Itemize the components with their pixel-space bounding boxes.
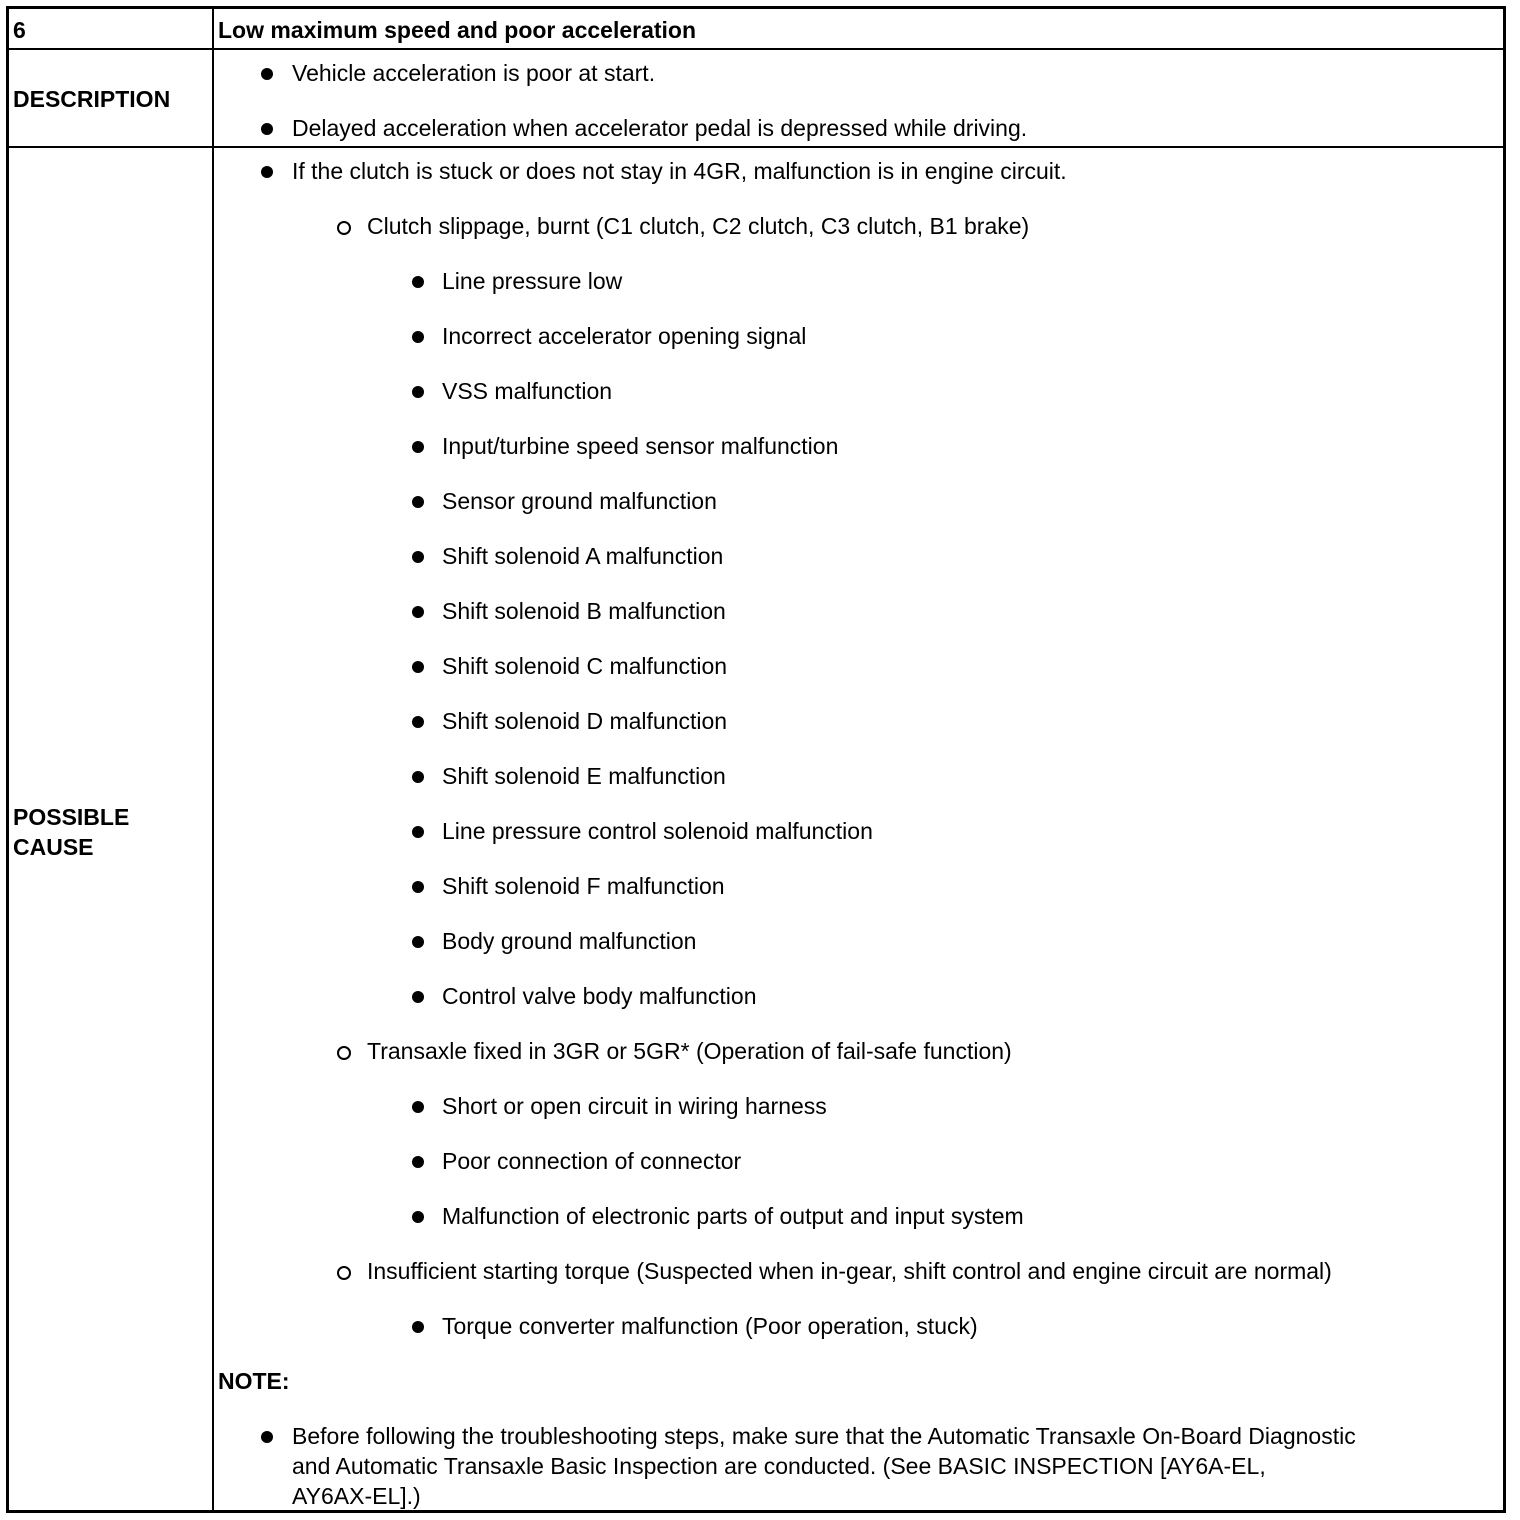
cause-detail: Shift solenoid D malfunction: [442, 708, 728, 734]
cause-detail: Line pressure control solenoid malfunction: [442, 818, 873, 844]
bullet-icon: [412, 1321, 424, 1333]
bullet-icon: [412, 716, 424, 728]
bullet-icon: [412, 771, 424, 783]
bullet-icon: [412, 661, 424, 673]
item-number: 6: [13, 17, 26, 43]
bullet-icon: [412, 441, 424, 453]
bullet-icon: [412, 331, 424, 343]
bullet-icon: [412, 386, 424, 398]
possible-cause-label-line1: POSSIBLE: [13, 804, 130, 830]
description-label: DESCRIPTION: [13, 86, 171, 112]
note-line: Before following the troubleshooting steps, make sure that the Automatic Transaxle On-Board Diagnostic: [292, 1423, 1356, 1449]
cause-detail: Poor connection of connector: [442, 1148, 742, 1174]
cause-detail: Input/turbine speed sensor malfunction: [442, 433, 839, 459]
cause-detail: Line pressure low: [442, 268, 623, 294]
description-item: Delayed acceleration when accelerator pedal is depressed while driving.: [292, 115, 1028, 141]
note-label: NOTE:: [218, 1368, 290, 1394]
bullet-icon: [412, 991, 424, 1003]
bullet-icon: [261, 166, 273, 178]
cause-subitem: Clutch slippage, burnt (C1 clutch, C2 clutch, C3 clutch, B1 brake): [367, 213, 1030, 239]
bullet-icon: [412, 826, 424, 838]
bullet-icon: [261, 123, 273, 135]
possible-cause-label-line2: CAUSE: [13, 834, 94, 860]
cause-detail: Shift solenoid E malfunction: [442, 763, 726, 789]
column-divider: [212, 9, 214, 1510]
cause-detail: Control valve body malfunction: [442, 983, 757, 1009]
cause-detail: Malfunction of electronic parts of output and input system: [442, 1203, 1024, 1229]
cause-detail: Shift solenoid F malfunction: [442, 873, 725, 899]
cause-detail: Shift solenoid C malfunction: [442, 653, 728, 679]
bullet-icon: [412, 881, 424, 893]
cause-detail: Shift solenoid A malfunction: [442, 543, 724, 569]
troubleshooting-table: [6, 6, 1506, 1513]
note-line: and Automatic Transaxle Basic Inspection are conducted. (See BASIC INSPECTION [AY6A-EL,: [292, 1453, 1266, 1479]
bullet-icon: [261, 1431, 273, 1443]
note-line: AY6AX-EL].): [292, 1483, 421, 1509]
bullet-icon: [412, 936, 424, 948]
bullet-icon: [412, 606, 424, 618]
cause-detail: Torque converter malfunction (Poor operation, stuck): [442, 1313, 978, 1339]
bullet-icon: [412, 551, 424, 563]
item-title: Low maximum speed and poor acceleration: [218, 17, 697, 43]
bullet-icon: [412, 1211, 424, 1223]
bullet-icon: [412, 1156, 424, 1168]
cause-detail: Body ground malfunction: [442, 928, 697, 954]
bullet-icon: [412, 496, 424, 508]
cause-item: If the clutch is stuck or does not stay in 4GR, malfunction is in engine circuit.: [292, 158, 1067, 184]
cause-subitem: Insufficient starting torque (Suspected when in-gear, shift control and engine circuit are normal): [367, 1258, 1332, 1284]
bullet-icon: [412, 1101, 424, 1113]
cause-detail: Incorrect accelerator opening signal: [442, 323, 807, 349]
bullet-icon: [412, 276, 424, 288]
open-bullet-icon: [337, 221, 351, 235]
row-divider-description: [9, 146, 1503, 148]
bullet-icon: [261, 68, 273, 80]
open-bullet-icon: [337, 1266, 351, 1280]
open-bullet-icon: [337, 1046, 351, 1060]
cause-subitem: Transaxle fixed in 3GR or 5GR* (Operation of fail-safe function): [367, 1038, 1012, 1064]
row-divider-header: [9, 48, 1503, 50]
cause-detail: VSS malfunction: [442, 378, 613, 404]
cause-detail: Sensor ground malfunction: [442, 488, 717, 514]
cause-detail: Short or open circuit in wiring harness: [442, 1093, 827, 1119]
description-item: Vehicle acceleration is poor at start.: [292, 60, 656, 86]
cause-detail: Shift solenoid B malfunction: [442, 598, 726, 624]
